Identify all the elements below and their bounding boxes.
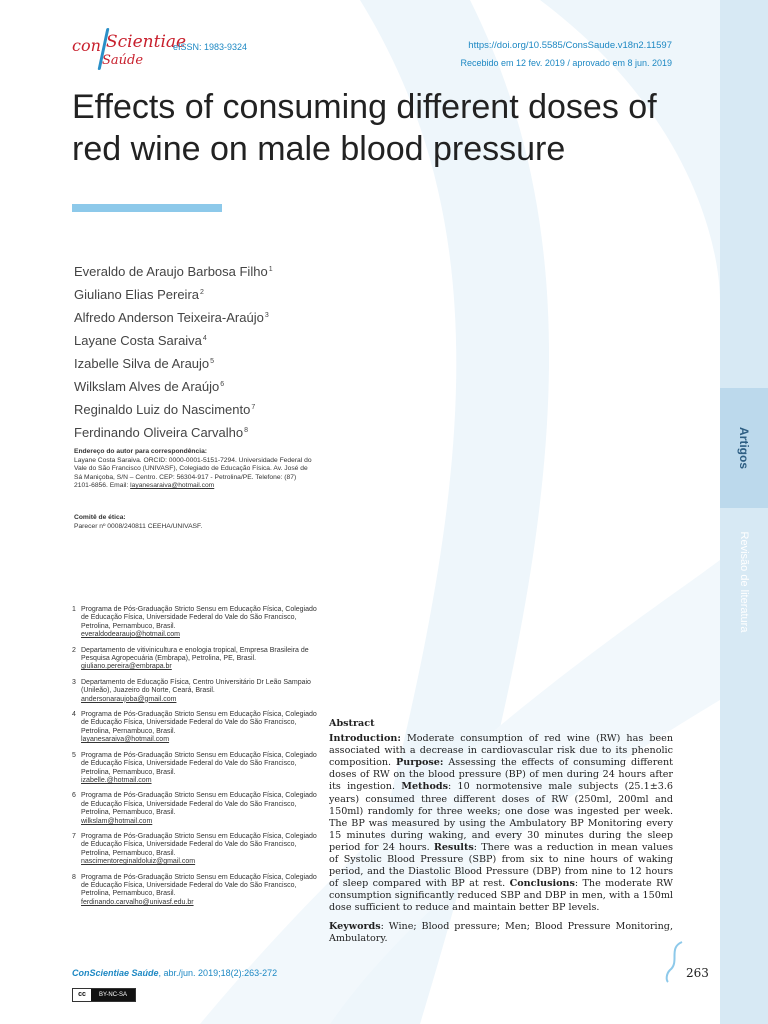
footer-journal-name: ConScientiae Saúde [72, 968, 159, 978]
tab-artigos[interactable] [720, 388, 768, 508]
tab-revisao-label: Revisão de literatura [738, 531, 750, 633]
affiliation-email[interactable]: wilkslam@hotmail.com [81, 817, 153, 825]
author-6: Wilkslam Alves de Araújo$^6$ [74, 379, 225, 394]
affiliation-email[interactable]: giuliano.pereira@embrapa.br [81, 663, 172, 671]
logo-con: con [72, 36, 101, 55]
abstract-body: Introduction: Moderate consumption of red wine (RW) has been associated with a decrease in cardiovascular risk due to its phenolic composition. Purpose: Assessing the effects of consuming different doses of RW on the blood pressure (BP) of men during 24 hours after its ingestion. Methods: 10 normotensive male subjects (25.1±3.6 years) consumed three different doses of RW (250ml, 200ml and 150ml) randomly for three weeks; one dose was ingested per week. The BP was measured by using the Ambulatory BP Monitoring every 15 minutes during waking, and every 30 minutes during the sleep period for 24 hours. Results: There was a reduction in mean values of Systolic Blood Pressure (SBP) from six to nine hours of waking period, and the Diastolic Blood Pressure (DBP) from nine to 12 hours of sleep compared with BP at rest. Conclusions: The moderate RW consumption significantly reduced SBP and DBP in men, with a 150ml dose sufficient to reduce and maintain better BP levels. [329, 733, 673, 914]
s-swoosh-icon [662, 940, 686, 984]
correspondence-heading: Endereço do autor para correspondência: [74, 448, 208, 455]
affiliation-email[interactable]: nascimentoreginaldoluiz@gmail.com [81, 858, 196, 866]
author-5: Izabelle Silva de Araujo$^5$ [74, 356, 215, 371]
affiliation-4: 4 Programa de Pós-Graduação Stricto Sensu em Educação Física, Colegiado de Educação Física, Universidade Federal do Vale do São Francisco, Petrolina, Pernambuco, Brasil. layanesaraiva@hotmail.com [72, 711, 317, 744]
cc-icon: cc [73, 989, 91, 1001]
correspondence-block [74, 448, 314, 491]
tab-artigos-label: Artigos [737, 427, 751, 469]
author-7: Reginaldo Luiz do Nascimento$^7$ [74, 402, 256, 417]
affiliation-6: 6 Programa de Pós-Graduação Stricto Sensu em Educação Física, Colegiado de Educação Física, Universidade Federal do Vale do São Francisco, Petrolina, Pernambuco, Brasil. wilkslam@hotmail.com [72, 792, 317, 825]
ethics-block [74, 514, 314, 531]
author-1: Everaldo de Araujo Barbosa Filho$^1$ [74, 264, 273, 279]
keywords: Keywords: Wine; Blood pressure; Men; Blood Pressure Monitoring, Ambulatory. [329, 920, 673, 944]
affiliation-email[interactable]: everaldodearaujo@hotmail.com [81, 631, 180, 639]
cc-license-terms: BY-NC-SA [91, 989, 135, 1001]
affiliation-email[interactable]: layanesaraiva@hotmail.com [81, 736, 170, 744]
author-list [74, 258, 273, 442]
affiliation-1: 1 Programa de Pós-Graduação Stricto Sensu em Educação Física, Colegiado de Educação Física, Universidade Federal do Vale do São Francisco, Petrolina, Pernambuco, Brasil. everaldodearaujo@hotmail.com [72, 606, 317, 639]
author-2: Giuliano Elias Pereira$^2$ [74, 287, 204, 302]
affiliation-7: 7 Programa de Pós-Graduação Stricto Sensu em Educação Física, Colegiado de Educação Física, Universidade Federal do Vale do São Francisco, Petrolina, Pernambuco, Brasil. nascimentoreginaldoluiz@gmail.com [72, 832, 317, 866]
title-underline [72, 204, 222, 212]
received-approved-dates: Recebido em 12 fev. 2019 / aprovado em 8 jun. 2019 [460, 58, 672, 68]
author-3: Alfredo Anderson Teixeira-Araújo$^3$ [74, 310, 269, 325]
affiliations [72, 606, 320, 914]
article-title: Effects of consuming different doses of red wine on male blood pressure [72, 88, 657, 168]
affiliation-3: 3 Departamento de Educação Física, Centro Universitário Dr Leão Sampaio (Unileão), Juazeiro do Norte, Ceará, Brasil. andersonaraujoba@gmail.com [72, 678, 311, 703]
affiliation-5: 5 Programa de Pós-Graduação Stricto Sensu em Educação Física, Colegiado de Educação Física, Universidade Federal do Vale do São Francisco, Petrolina, Pernambuco, Brasil. izabelle.@hotmail.com [72, 751, 317, 784]
correspondence-text: Layane Costa Saraiva. ORCID: 0000-0001-5151-7294. Universidade Federal do Vale do São Francisco (UNIVASF), Colegiado de Educação Física. Av. José de Sá Maniçoba, S/N – Centro. CEP: 56304-917 - Petrolina/PE. Telefone: (87) 2101-6856. Email: [74, 456, 312, 489]
affiliation-email[interactable]: ferdinando.carvalho@univasf.edu.br [81, 898, 194, 906]
ethics-text: Parecer nº 0008/240811 CEEHA/UNIVASF. [74, 522, 203, 530]
affiliation-8: 8 Programa de Pós-Graduação Stricto Sensu em Educação Física, Colegiado de Educação Física, Universidade Federal do Vale do São Francisco, Petrolina, Pernambuco, Brasil. ferdinando.carvalho@univasf.edu.br [72, 873, 317, 906]
page-number: 263 [686, 966, 709, 980]
tab-revisao-de-literatura[interactable] [720, 512, 768, 652]
doi-link[interactable]: https://doi.org/10.5585/ConsSaude.v18n2.11597 [468, 40, 672, 51]
affiliation-2: 2 Departamento de vitivinicultura e enologia tropical, Empresa Brasileira de Pesquisa Agropecuária (Embrapa), Petrolina, PE, Brasil. giuliano.pereira@embrapa.br [72, 646, 309, 671]
affiliation-email[interactable]: andersonaraujoba@gmail.com [81, 695, 177, 703]
abstract-heading: Abstract [329, 718, 375, 729]
ethics-heading: Comitê de ética: [74, 514, 126, 521]
footer-citation-text: , abr./jun. 2019;18(2):263-272 [158, 968, 278, 978]
cc-license-badge[interactable] [72, 988, 136, 1002]
correspondence-email[interactable]: layanesaraiva@hotmail.com [130, 482, 215, 489]
abstract [329, 718, 673, 945]
author-8: Ferdinando Oliveira Carvalho$^8$ [74, 425, 248, 440]
logo-saude: Saúde [102, 53, 144, 68]
journal-logo [72, 28, 187, 72]
affiliation-email[interactable]: izabelle.@hotmail.com [81, 776, 152, 784]
logo-scientiae: Scientiae [106, 32, 187, 52]
footer-citation [72, 968, 277, 978]
author-4: Layane Costa Saraiva$^4$ [74, 333, 207, 348]
eissn: eISSN: 1983-9324 [173, 42, 248, 52]
